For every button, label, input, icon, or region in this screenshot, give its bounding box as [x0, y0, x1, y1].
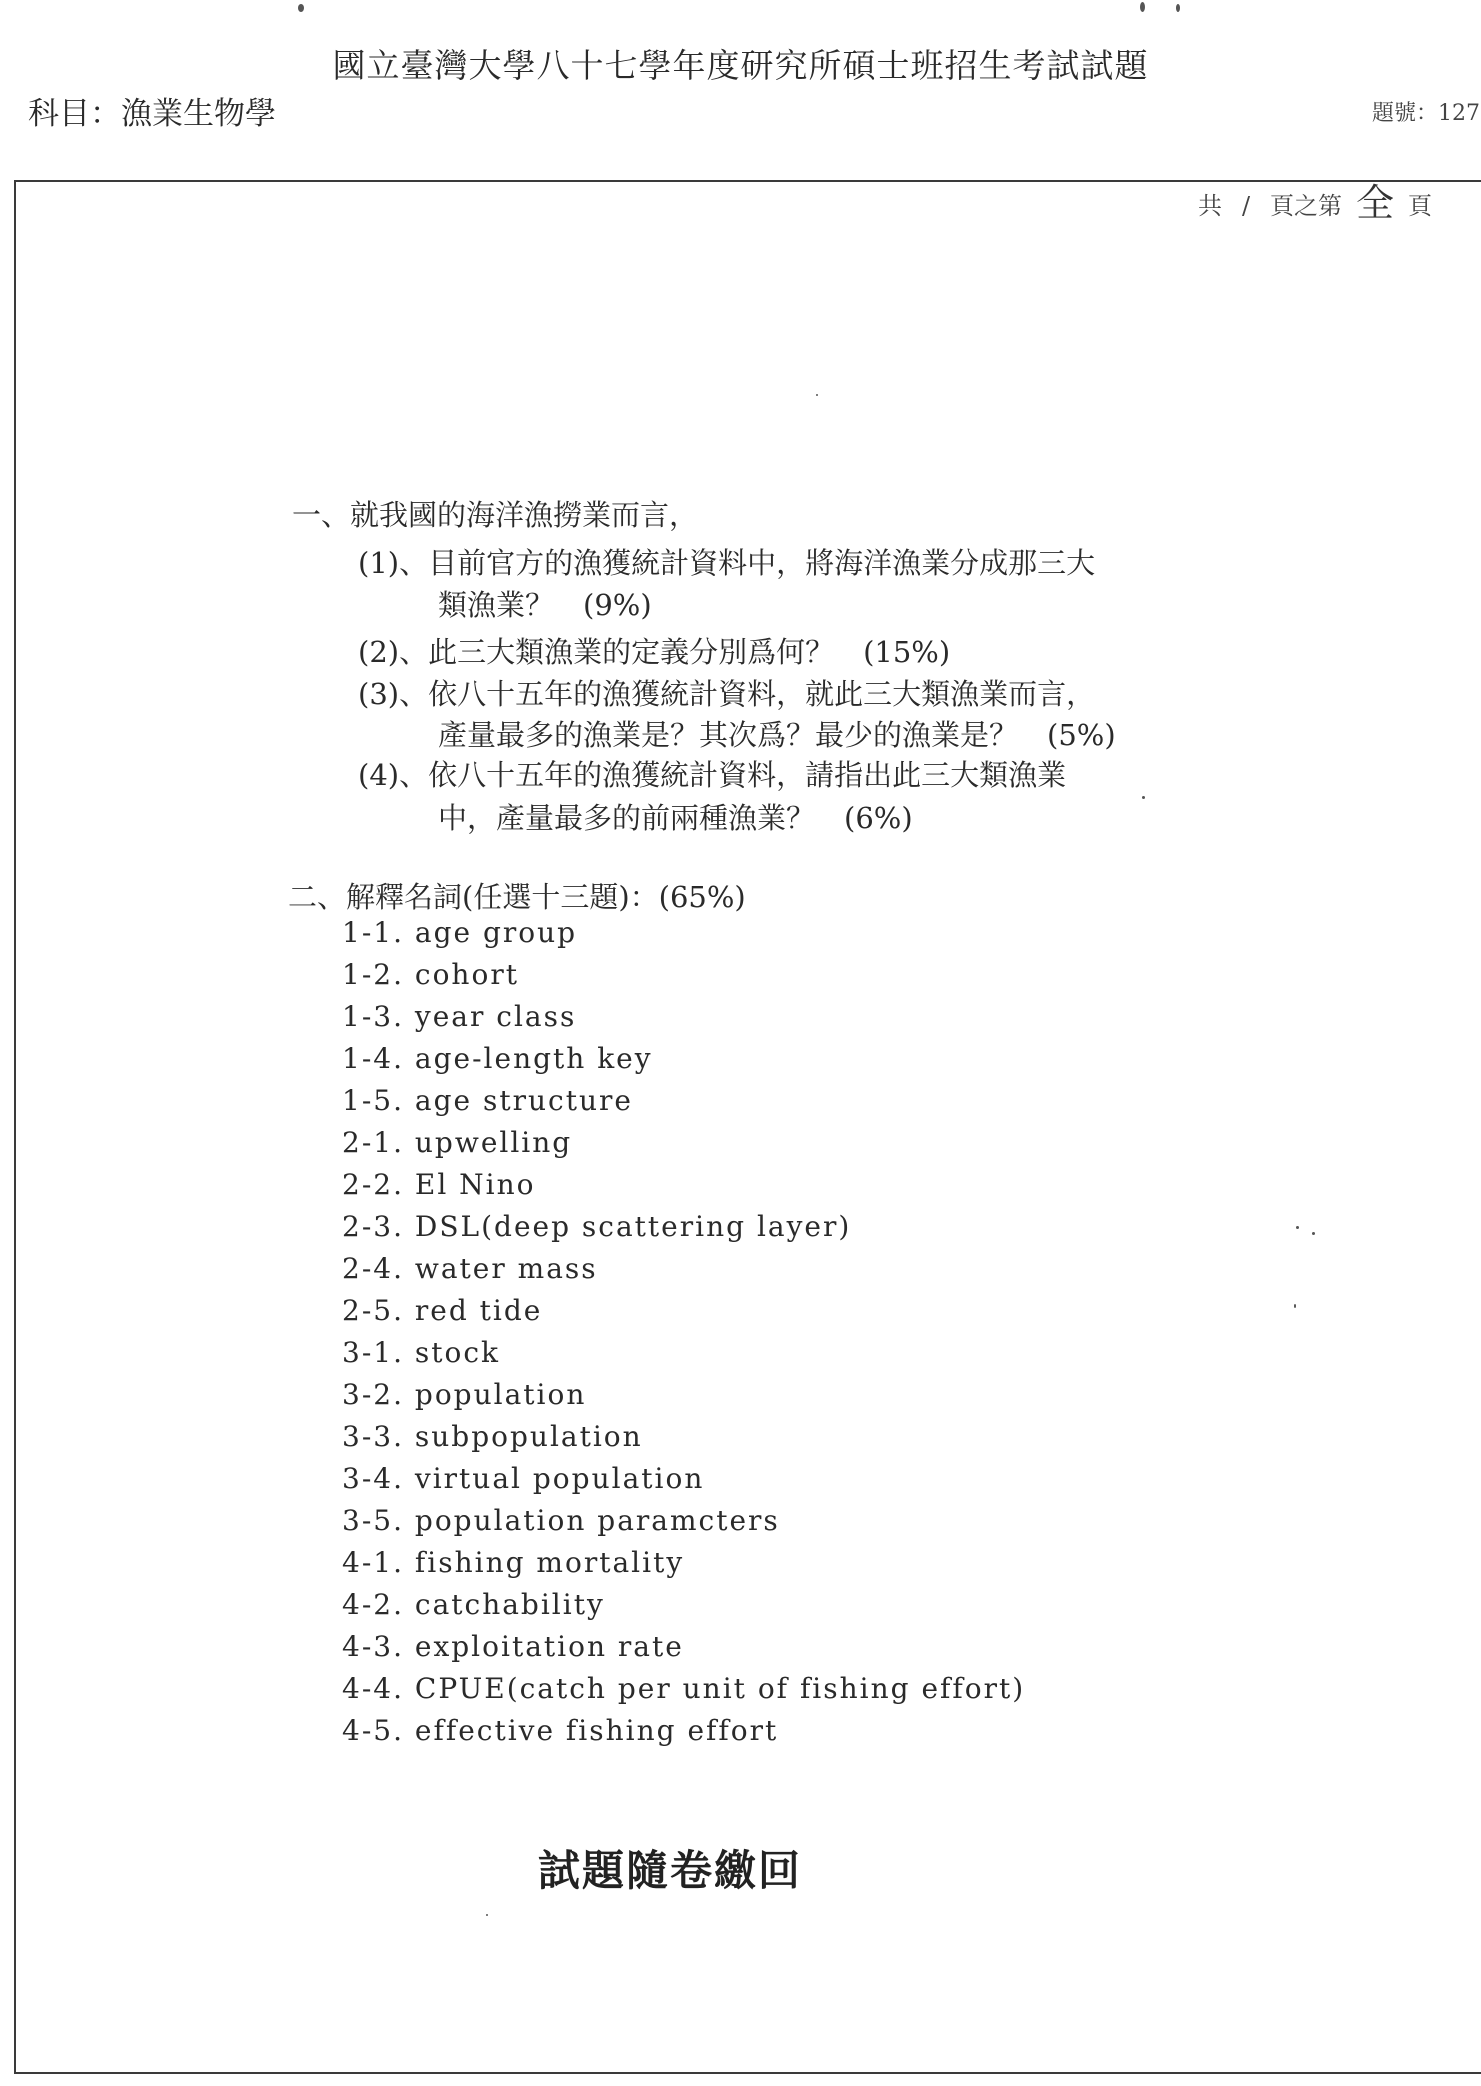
question-2-title: 二、解釋名詞(任選十三題)：(65%) — [288, 880, 746, 914]
term-item: 3-2. population — [342, 1378, 587, 1411]
question-1-part: (4)、依八十五年的漁獲統計資料，請指出此三大類漁業 — [358, 758, 1067, 792]
term-item: 1-3. year class — [342, 1000, 577, 1033]
exam-subject: 科目：漁業生物學 — [28, 96, 276, 132]
question-1-title: 一、就我國的海洋漁撈業而言， — [292, 498, 699, 532]
scan-speck — [298, 4, 304, 12]
term-item: 3-4. virtual population — [342, 1462, 705, 1495]
page-suffix: 頁 — [1408, 192, 1433, 220]
term-item: 3-3. subpopulation — [342, 1420, 643, 1453]
question-1-part: (2)、此三大類漁業的定義分別爲何？ (15%) — [358, 635, 951, 669]
scan-speck — [1312, 1232, 1315, 1235]
question-1-part: 類漁業？ (9%) — [438, 588, 652, 622]
term-item: 1-2. cohort — [342, 958, 519, 991]
scan-speck — [1140, 2, 1145, 12]
scan-speck — [1176, 4, 1180, 12]
term-item: 4-3. exploitation rate — [342, 1630, 684, 1663]
scan-speck — [1142, 796, 1145, 799]
question-1-part: (3)、依八十五年的漁獲統計資料，就此三大類漁業而言， — [358, 677, 1096, 711]
page-total: / — [1241, 192, 1251, 220]
page-mid: 頁之第 — [1270, 192, 1342, 220]
scan-speck — [816, 394, 818, 396]
term-item: 2-3. DSL(deep scattering layer) — [342, 1210, 852, 1243]
term-item: 2-5. red tide — [342, 1294, 543, 1327]
term-item: 2-4. water mass — [342, 1252, 598, 1285]
question-1-part: 產量最多的漁業是？其次爲？最少的漁業是？ (5%) — [438, 718, 1116, 752]
exam-title: 國立臺灣大學八十七學年度研究所碩士班招生考試試題 — [332, 46, 1149, 85]
question-1-part: 中，產量最多的前兩種漁業？ (6%) — [438, 801, 913, 835]
scan-speck — [1294, 1304, 1296, 1308]
question-1-part: (1)、目前官方的漁獲統計資料中，將海洋漁業分成那三大 — [358, 546, 1096, 580]
term-item: 4-5. effective fishing effort — [342, 1714, 779, 1747]
term-item: 1-5. age structure — [342, 1084, 633, 1117]
question-number: 題號：127 — [1372, 101, 1480, 126]
scan-speck — [486, 1914, 488, 1916]
page-prefix: 共 — [1198, 192, 1222, 220]
term-item: 4-4. CPUE(catch per unit of fishing effort) — [342, 1672, 1026, 1705]
page-current: 全 — [1356, 181, 1395, 225]
term-item: 1-4. age-length key — [342, 1042, 653, 1075]
term-item: 1-1. age group — [342, 916, 578, 949]
exam-frame — [14, 180, 1481, 2074]
return-exam-stamp: 試題隨卷繳回 — [538, 1846, 803, 1895]
scan-speck — [1296, 1226, 1299, 1229]
term-item: 4-2. catchability — [342, 1588, 605, 1621]
term-item: 3-1. stock — [342, 1336, 501, 1369]
term-item: 2-1. upwelling — [342, 1126, 573, 1159]
term-item: 2-2. El Nino — [342, 1168, 536, 1201]
term-item: 4-1. fishing mortality — [342, 1546, 685, 1579]
term-item: 3-5. population paramcters — [342, 1504, 780, 1537]
